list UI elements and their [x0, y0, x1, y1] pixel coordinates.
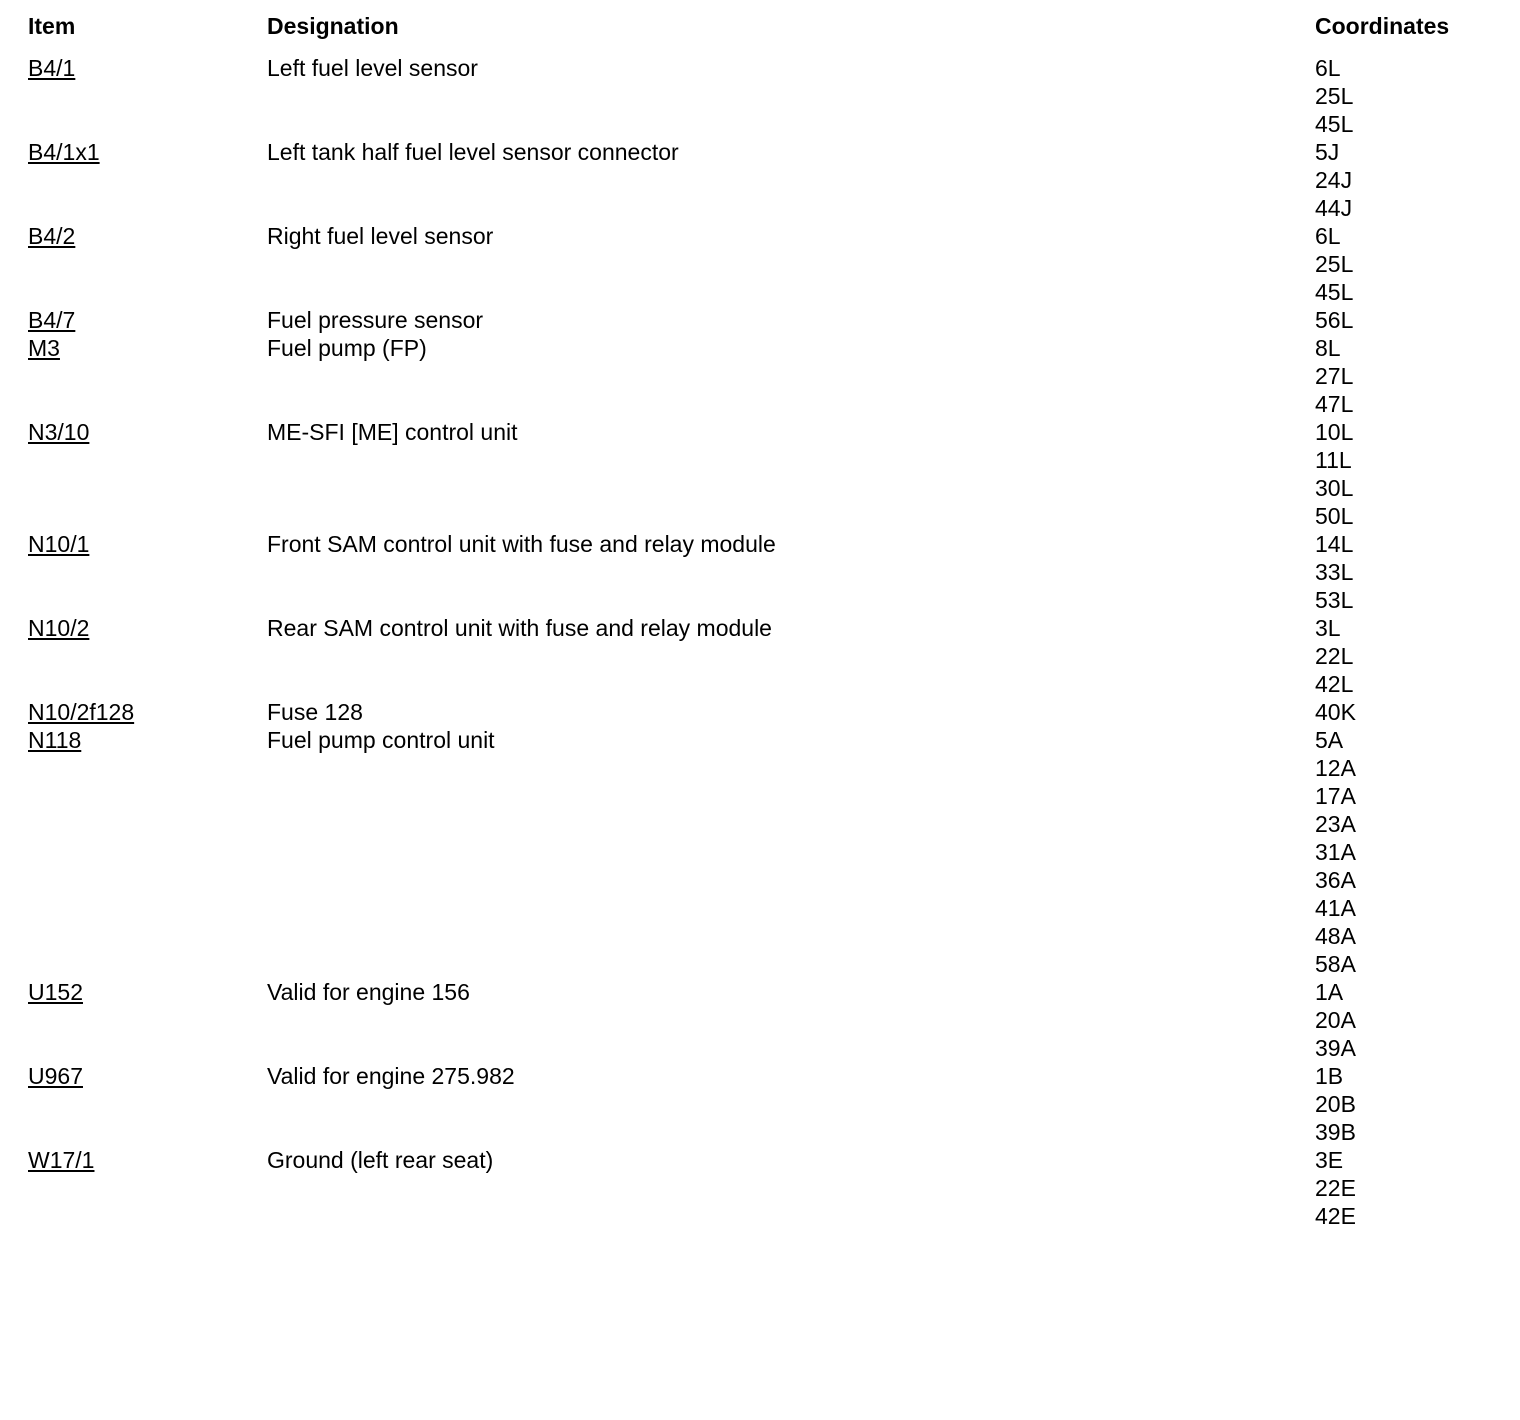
coordinates-cell: [1315, 614, 1495, 698]
item-link[interactable]: B4/1x1: [28, 139, 100, 165]
coordinate-list: [1315, 614, 1495, 698]
coordinate-value: 23A: [1315, 811, 1356, 837]
designation-cell: Valid for engine 275.982: [267, 1063, 515, 1089]
coordinate-value: 53L: [1315, 587, 1354, 613]
table-body: [28, 54, 1495, 1230]
coordinate-value: 17A: [1315, 783, 1356, 809]
designation-cell: Fuel pump control unit: [267, 727, 495, 753]
item-cell: [28, 418, 267, 530]
coordinate-value: 25L: [1315, 251, 1354, 277]
coordinate-value: 45L: [1315, 279, 1354, 305]
coordinate-value: 39A: [1315, 1035, 1356, 1061]
coordinate-value: 33L: [1315, 559, 1354, 585]
coordinate-list: [1315, 530, 1495, 614]
table-row: [28, 306, 1495, 334]
table-row: [28, 698, 1495, 726]
coordinates-cell: [1315, 334, 1495, 418]
table-row: [28, 222, 1495, 306]
designation-cell: ME-SFI [ME] control unit: [267, 419, 518, 445]
coordinate-value: 44J: [1315, 195, 1353, 221]
coordinate-list: [1315, 334, 1495, 418]
coordinate-value: 27L: [1315, 363, 1354, 389]
coordinate-value: 42E: [1315, 1203, 1356, 1229]
coordinate-value: 25L: [1315, 83, 1354, 109]
coordinates-cell: [1315, 418, 1495, 530]
coordinates-cell: [1315, 222, 1495, 306]
item-link[interactable]: B4/2: [28, 223, 76, 249]
coordinate-value: 22L: [1315, 643, 1354, 669]
coordinate-value: 6L: [1315, 55, 1341, 81]
coordinate-value: 40K: [1315, 699, 1356, 725]
coordinate-value: 42L: [1315, 671, 1354, 697]
coordinate-value: 50L: [1315, 503, 1354, 529]
coordinate-list: [1315, 138, 1495, 222]
coordinate-value: 20A: [1315, 1007, 1356, 1033]
designation-cell: Ground (left rear seat): [267, 1147, 494, 1173]
coordinate-value: 5A: [1315, 727, 1344, 753]
coordinates-cell: [1315, 978, 1495, 1062]
coordinates-cell: [1315, 1062, 1495, 1146]
item-cell: [28, 530, 267, 614]
header-coordinates: Coordinates: [1315, 13, 1450, 39]
coordinate-value: 39B: [1315, 1119, 1356, 1145]
table-row: [28, 334, 1495, 418]
item-cell: [28, 1062, 267, 1146]
designation-cell: Left tank half fuel level sensor connector: [267, 139, 679, 165]
coordinate-value: 48A: [1315, 923, 1356, 949]
designation-cell: Front SAM control unit with fuse and relay module: [267, 531, 776, 557]
item-link[interactable]: N10/2: [28, 615, 90, 641]
coordinate-value: 10L: [1315, 419, 1354, 445]
table-row: [28, 1062, 1495, 1146]
coordinate-value: 12A: [1315, 755, 1356, 781]
designation-cell: Left fuel level sensor: [267, 55, 478, 81]
table-row: [28, 138, 1495, 222]
coordinate-value: 58A: [1315, 951, 1356, 977]
designation-cell: Fuel pressure sensor: [267, 307, 484, 333]
coordinate-value: 20B: [1315, 1091, 1356, 1117]
coordinate-value: 3L: [1315, 615, 1341, 641]
coordinate-value: 36A: [1315, 867, 1356, 893]
coordinate-value: 31A: [1315, 839, 1356, 865]
table-row: [28, 54, 1495, 138]
item-link[interactable]: M3: [28, 335, 60, 361]
coordinate-list: [1315, 54, 1495, 138]
coordinate-value: 5J: [1315, 139, 1340, 165]
table-row: [28, 978, 1495, 1062]
header-item: Item: [28, 13, 76, 39]
item-cell: [28, 334, 267, 418]
item-cell: [28, 614, 267, 698]
item-cell: [28, 222, 267, 306]
coordinate-value: 3E: [1315, 1147, 1344, 1173]
table-row: [28, 1146, 1495, 1230]
header-designation: Designation: [267, 13, 399, 39]
item-link[interactable]: N3/10: [28, 419, 90, 445]
coordinate-value: 24J: [1315, 167, 1353, 193]
coordinate-value: 47L: [1315, 391, 1354, 417]
table-row: [28, 418, 1495, 530]
item-cell: [28, 726, 267, 978]
coordinate-list: [1315, 306, 1495, 334]
table-row: [28, 614, 1495, 698]
item-cell: [28, 698, 267, 726]
coordinate-value: 6L: [1315, 223, 1341, 249]
item-link[interactable]: N10/1: [28, 531, 90, 557]
coordinates-cell: [1315, 306, 1495, 334]
item-link[interactable]: U967: [28, 1063, 83, 1089]
item-link[interactable]: N10/2f128: [28, 699, 135, 725]
table-row: [28, 726, 1495, 978]
coordinate-value: 11L: [1315, 447, 1352, 473]
coordinate-value: 1A: [1315, 979, 1344, 1005]
item-link[interactable]: B4/1: [28, 55, 76, 81]
coordinate-value: 8L: [1315, 335, 1341, 361]
item-link[interactable]: B4/7: [28, 307, 76, 333]
coordinates-cell: [1315, 530, 1495, 614]
coordinate-list: [1315, 698, 1495, 726]
coordinates-cell: [1315, 54, 1495, 138]
designation-cell: Fuse 128: [267, 699, 363, 725]
designation-cell: Valid for engine 156: [267, 979, 470, 1005]
coordinate-list: [1315, 418, 1495, 530]
coordinates-cell: [1315, 138, 1495, 222]
coordinate-value: 22E: [1315, 1175, 1356, 1201]
coordinate-value: 1B: [1315, 1063, 1344, 1089]
coordinate-list: [1315, 1062, 1495, 1146]
designation-cell: Fuel pump (FP): [267, 335, 427, 361]
designation-cell: Rear SAM control unit with fuse and relay module: [267, 615, 772, 641]
item-cell: [28, 978, 267, 1062]
item-link[interactable]: N118: [28, 727, 82, 753]
header-row: [28, 12, 1495, 54]
designation-cell: Right fuel level sensor: [267, 223, 494, 249]
item-cell: [28, 138, 267, 222]
item-cell: [28, 1146, 267, 1230]
table-header: [28, 12, 1495, 54]
coordinates-cell: [1315, 1146, 1495, 1230]
coordinates-cell: [1315, 698, 1495, 726]
coordinate-value: 45L: [1315, 111, 1354, 137]
coordinate-value: 30L: [1315, 475, 1354, 501]
table-row: [28, 530, 1495, 614]
coordinate-value: 14L: [1315, 531, 1354, 557]
coordinate-value: 41A: [1315, 895, 1356, 921]
coordinate-value: 56L: [1315, 307, 1354, 333]
coordinate-list: [1315, 222, 1495, 306]
item-cell: [28, 306, 267, 334]
legend-table: [28, 12, 1495, 1230]
coordinate-list: [1315, 726, 1495, 978]
coordinate-list: [1315, 1146, 1495, 1230]
item-link[interactable]: U152: [28, 979, 83, 1005]
coordinate-list: [1315, 978, 1495, 1062]
item-link[interactable]: W17/1: [28, 1147, 95, 1173]
coordinates-cell: [1315, 726, 1495, 978]
item-cell: [28, 54, 267, 138]
